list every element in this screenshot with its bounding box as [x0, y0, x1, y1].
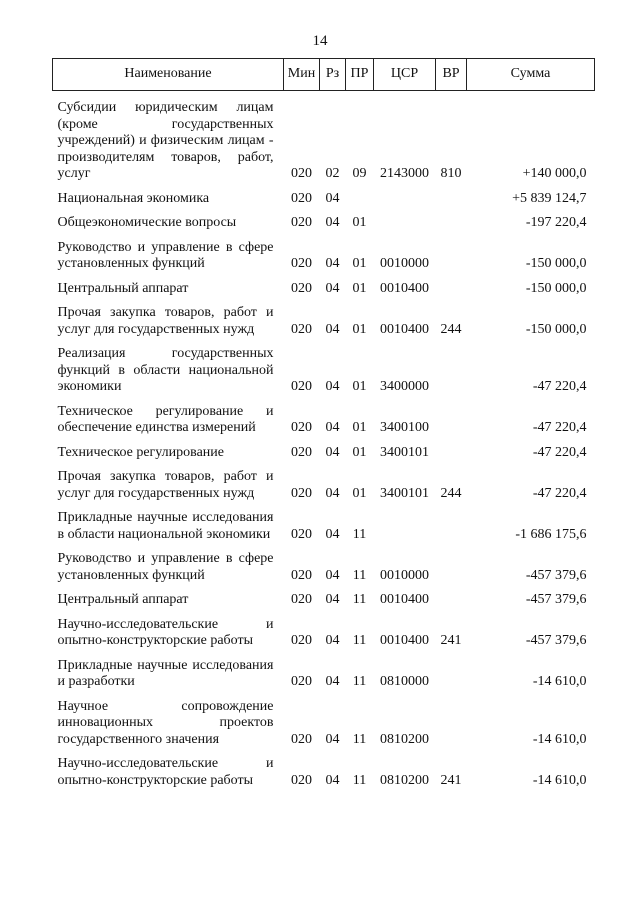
cell-csr: 0810200	[380, 731, 429, 747]
cell-rz: 04	[325, 674, 340, 689]
cell-vr	[436, 658, 467, 699]
table-row	[53, 592, 595, 617]
cell-csr: 0010400	[380, 321, 429, 337]
cell-min: 020	[291, 526, 312, 542]
column-header-min: Мин	[284, 59, 320, 91]
cell-sum: +5 839 124,7	[512, 190, 587, 206]
cell-name: Научно-исследовательские и опытно-конструкторские работы	[57, 756, 274, 788]
cell-csr: 3400101	[380, 485, 429, 501]
table-row	[53, 658, 595, 699]
cell-vr	[436, 215, 467, 240]
column-header-sum: Сумма	[467, 59, 595, 91]
table-row	[53, 404, 595, 445]
cell-vr	[436, 404, 467, 445]
cell-sum: -197 220,4	[525, 215, 587, 230]
cell-name: Субсидии юридическим лицам (кроме государственных учреждений) и физическим лицам - производителям товаров, работ, услуг	[57, 100, 274, 181]
cell-sum: -457 379,6	[525, 633, 587, 648]
cell-rz: 04	[325, 420, 340, 435]
cell-csr: 2143000	[380, 166, 429, 181]
cell-vr	[436, 445, 467, 470]
cell-rz: 04	[325, 379, 340, 394]
cell-csr: 0810200	[380, 772, 429, 788]
cell-sum: +140 000,0	[522, 166, 587, 181]
column-header-name: Наименование	[53, 59, 284, 91]
cell-min: 020	[291, 190, 312, 206]
cell-vr	[436, 191, 467, 216]
cell-name: Научно-исследовательские и опытно-конструкторские работы	[57, 616, 274, 648]
cell-sum: -47 220,4	[532, 485, 587, 501]
cell-name: Научное сопровождение инновационных проектов государственного значения	[57, 698, 274, 747]
cell-sum: -14 610,0	[532, 674, 587, 689]
cell-name: Центральный аппарат	[57, 592, 189, 607]
cell-pr: 09	[352, 166, 367, 181]
cell-rz: 04	[325, 772, 340, 788]
cell-rz: 02	[325, 166, 340, 181]
cell-min: 020	[291, 592, 312, 607]
cell-name: Прикладные научные исследования в области национальной экономики	[57, 510, 274, 542]
cell-name: Техническое регулирование	[57, 444, 224, 460]
cell-pr: 01	[352, 485, 367, 501]
cell-min: 020	[291, 280, 312, 296]
cell-vr	[436, 699, 467, 757]
cell-pr: 11	[352, 592, 367, 607]
cell-name: Национальная экономика	[57, 190, 210, 206]
cell-sum: -457 379,6	[525, 592, 587, 607]
budget-table	[52, 58, 595, 797]
page-number: 14	[312, 33, 328, 49]
cell-min: 020	[291, 772, 312, 788]
cell-min: 020	[291, 215, 312, 230]
cell-sum: -150 000,0	[525, 321, 587, 337]
cell-min: 020	[291, 485, 312, 501]
table-header-row	[53, 59, 595, 91]
cell-name: Прикладные научные исследования и разработки	[57, 657, 274, 689]
cell-min: 020	[291, 444, 312, 460]
cell-rz: 04	[325, 485, 340, 501]
cell-pr: 01	[352, 379, 367, 394]
cell-name: Руководство и управление в сфере установленных функций	[57, 239, 274, 271]
cell-rz: 04	[325, 444, 340, 460]
cell-sum: -1 686 175,6	[515, 526, 587, 542]
cell-rz: 04	[325, 526, 340, 542]
cell-pr: 11	[352, 772, 367, 788]
cell-name: Техническое регулирование и обеспечение единства измерений	[57, 403, 274, 435]
cell-vr: 244	[440, 321, 462, 337]
cell-name: Центральный аппарат	[57, 280, 189, 296]
cell-pr: 01	[352, 215, 367, 230]
cell-csr: 3400000	[380, 379, 429, 394]
cell-vr: 241	[440, 772, 462, 788]
table-row	[53, 699, 595, 757]
cell-pr: 11	[352, 567, 367, 583]
cell-vr	[436, 592, 467, 617]
cell-csr: 3400100	[380, 420, 429, 435]
cell-vr: 244	[440, 485, 462, 501]
cell-csr: 0010000	[380, 256, 429, 271]
cell-pr: 11	[352, 526, 367, 542]
cell-vr	[436, 346, 467, 404]
cell-name: Руководство и управление в сфере установленных функций	[57, 551, 274, 583]
cell-vr	[436, 281, 467, 306]
cell-sum: -150 000,0	[525, 256, 587, 271]
cell-csr: 0010400	[380, 633, 429, 648]
cell-sum: -47 220,4	[532, 379, 587, 394]
cell-pr	[346, 191, 374, 216]
cell-min: 020	[291, 633, 312, 648]
cell-min: 020	[291, 379, 312, 394]
cell-min: 020	[291, 731, 312, 747]
column-header-vr: ВР	[436, 59, 467, 91]
table-row	[53, 91, 595, 191]
cell-min: 020	[291, 567, 312, 583]
cell-name: Реализация государственных функций в области национальной экономики	[57, 346, 274, 394]
cell-csr	[374, 215, 436, 240]
table-row	[53, 469, 595, 510]
table-row	[53, 617, 595, 658]
cell-csr	[374, 510, 436, 551]
table-row	[53, 510, 595, 551]
cell-rz: 04	[325, 321, 340, 337]
cell-pr: 01	[352, 321, 367, 337]
table-row	[53, 281, 595, 306]
cell-sum: -14 610,0	[532, 731, 587, 747]
cell-rz: 04	[325, 256, 340, 271]
cell-pr: 01	[352, 280, 367, 296]
cell-pr: 11	[352, 731, 367, 747]
table-row	[53, 215, 595, 240]
cell-pr: 11	[352, 633, 367, 648]
cell-rz: 04	[325, 731, 340, 747]
cell-min: 020	[291, 674, 312, 689]
cell-min: 020	[291, 420, 312, 435]
cell-csr: 0010400	[380, 280, 429, 296]
column-header-rz: Рз	[320, 59, 346, 91]
table-row	[53, 191, 595, 216]
cell-pr: 01	[352, 420, 367, 435]
table-row	[53, 305, 595, 346]
cell-min: 020	[291, 256, 312, 271]
cell-pr: 11	[352, 674, 367, 689]
cell-pr: 01	[352, 256, 367, 271]
cell-min: 020	[291, 166, 312, 181]
cell-rz: 04	[325, 592, 340, 607]
cell-csr: 3400101	[380, 444, 429, 460]
cell-rz: 04	[325, 280, 340, 296]
cell-vr	[436, 510, 467, 551]
cell-min: 020	[291, 321, 312, 337]
table-row	[53, 445, 595, 470]
cell-csr: 0010400	[380, 592, 429, 607]
cell-csr	[374, 191, 436, 216]
cell-name: Прочая закупка товаров, работ и услуг для государственных нужд	[57, 305, 274, 337]
cell-sum: -47 220,4	[532, 444, 587, 460]
cell-sum: -47 220,4	[532, 420, 587, 435]
table-row	[53, 551, 595, 592]
cell-rz: 04	[325, 567, 340, 583]
cell-vr	[436, 551, 467, 592]
cell-sum: -150 000,0	[525, 280, 587, 296]
cell-rz: 04	[325, 190, 340, 206]
cell-name: Прочая закупка товаров, работ и услуг для государственных нужд	[57, 469, 274, 501]
cell-rz: 04	[325, 633, 340, 648]
cell-rz: 04	[325, 215, 340, 230]
table-row	[53, 756, 595, 797]
table-row	[53, 240, 595, 281]
cell-vr: 241	[440, 633, 462, 648]
cell-sum: -14 610,0	[532, 772, 587, 788]
column-header-csr: ЦСР	[374, 59, 436, 91]
cell-sum: -457 379,6	[525, 567, 587, 583]
cell-vr: 810	[440, 166, 462, 181]
table-body	[53, 91, 595, 798]
cell-csr: 0810000	[380, 674, 429, 689]
column-header-pr: ПР	[346, 59, 374, 91]
cell-csr: 0010000	[380, 567, 429, 583]
cell-pr: 01	[352, 444, 367, 460]
table-row	[53, 346, 595, 404]
cell-vr	[436, 240, 467, 281]
cell-name: Общеэкономические вопросы	[57, 215, 237, 230]
